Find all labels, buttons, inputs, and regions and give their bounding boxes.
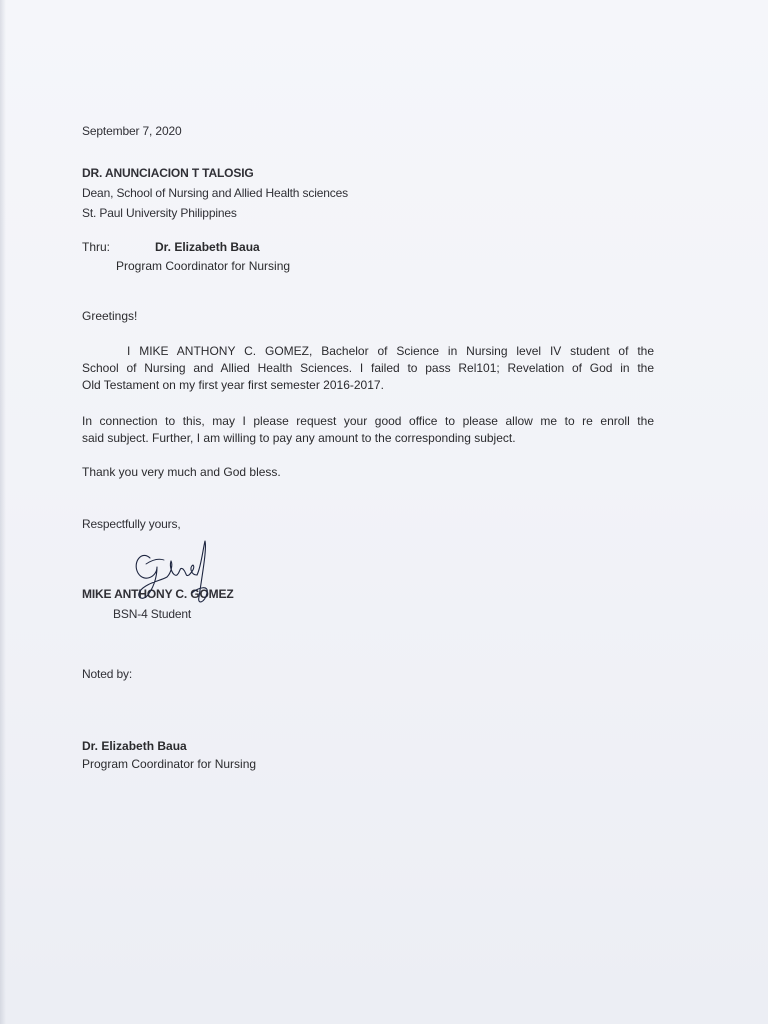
paragraph-line: I MIKE ANTHONY C. GOMEZ, Bachelor of Science in Nursing level IV student of the [127,344,654,358]
body-paragraph-2 [82,413,654,447]
sender-name: MIKE ANTHONY C. GOMEZ [82,587,234,601]
sender-title: BSN-4 Student [113,607,192,621]
paragraph-line: said subject. Further, I am willing to pay any amount to the corresponding subject. [82,431,516,445]
paragraph-line: In connection to this, may I please request your good office to please allow me to re enroll the [82,414,654,428]
handwritten-signature [126,536,218,612]
complimentary-close: Respectfully yours, [82,517,181,531]
paragraph-line: School of Nursing and Allied Health Sciences. I failed to pass Rel101; Revelation of God in the [82,361,654,375]
noted-by-title: Program Coordinator for Nursing [82,757,257,771]
recipient-name: DR. ANUNCIACION T TALOSIG [82,166,254,180]
recipient-title: Dean, School of Nursing and Allied Health sciences [82,186,348,200]
thru-title: Program Coordinator for Nursing [116,259,291,273]
closing-line: Thank you very much and God bless. [82,465,281,479]
recipient-institution: St. Paul University Philippines [82,206,237,220]
greeting: Greetings! [82,309,138,323]
body-paragraph-1 [82,343,654,394]
noted-by-label: Noted by: [82,667,133,681]
thru-name: Dr. Elizabeth Baua [155,240,260,254]
noted-by-name: Dr. Elizabeth Baua [82,739,187,753]
thru-label: Thru: [82,240,111,254]
recipient-block [82,166,348,226]
paragraph-line: Old Testament on my first year first semester 2016-2017. [82,378,384,392]
letter-date: September 7, 2020 [82,124,182,138]
